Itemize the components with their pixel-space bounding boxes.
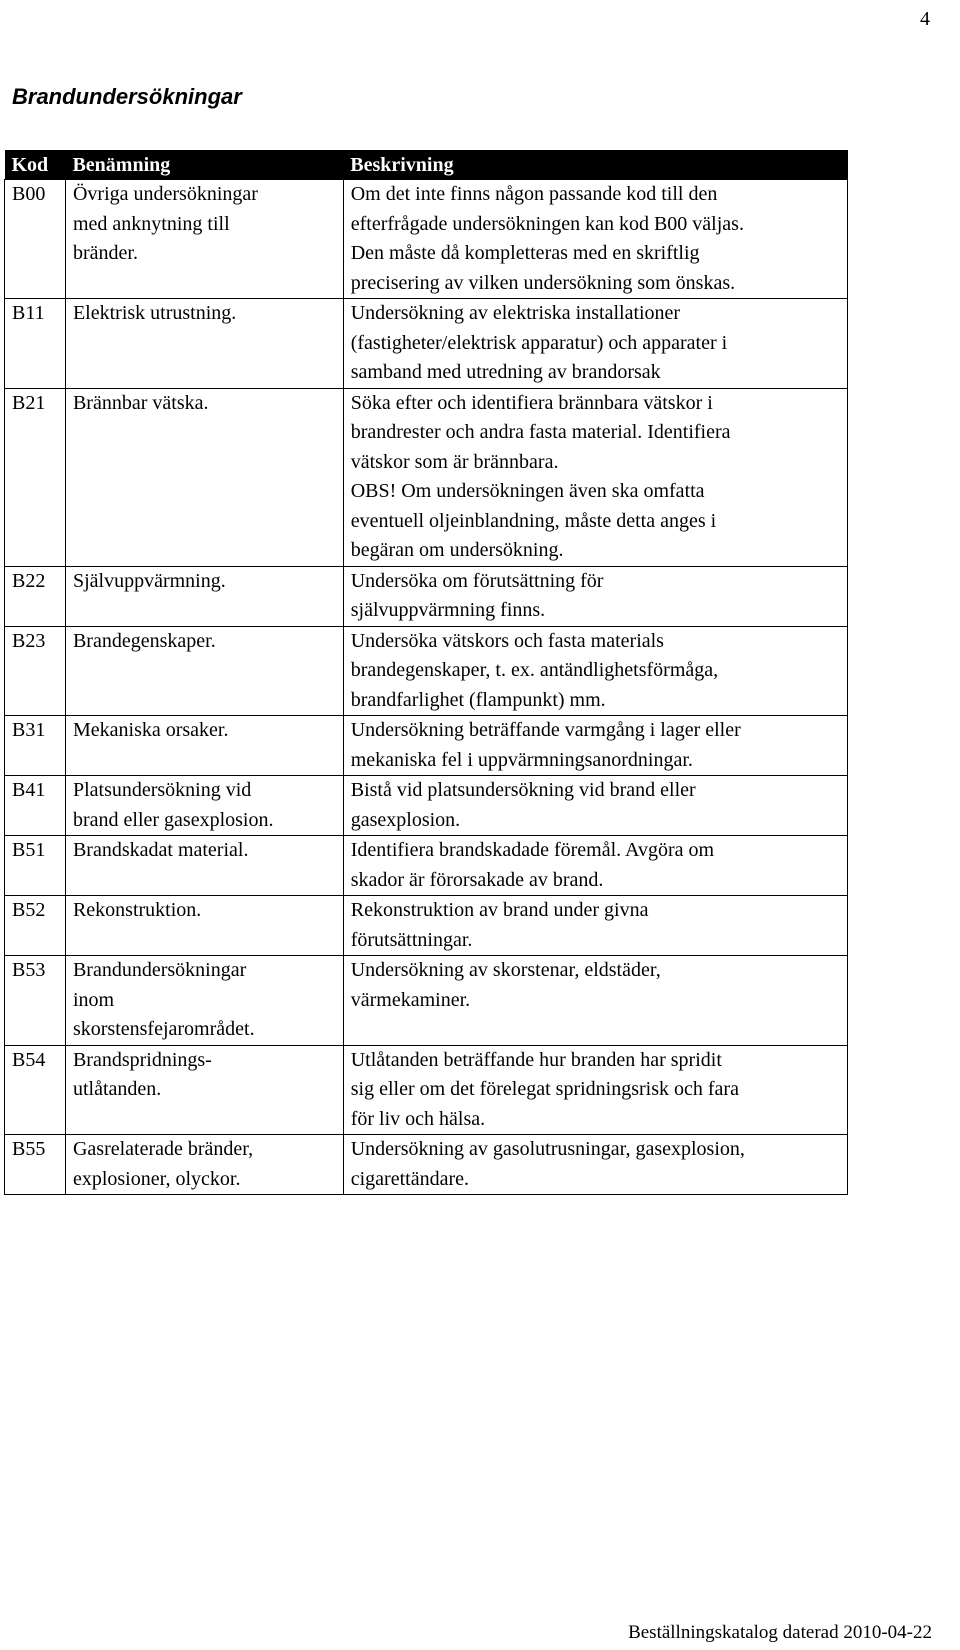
cell-benamning-line: utlåtanden. xyxy=(72,1078,162,1100)
cell-kod: B51 xyxy=(5,836,66,896)
table-row xyxy=(5,180,848,299)
cell-beskrivning-line: Undersökning av gasolutrusningar, gasexplosion, xyxy=(350,1138,745,1160)
cell-beskrivning-line: brandegenskaper, t. ex. antändlighetsförmåga, xyxy=(350,659,719,681)
table-row xyxy=(5,1135,848,1195)
cell-beskrivning-line: samband med utredning av brandorsak xyxy=(350,361,661,383)
table-row xyxy=(5,776,848,836)
cell-kod: B53 xyxy=(5,956,66,1046)
cell-beskrivning-line: Rekonstruktion av brand under givna xyxy=(350,899,649,921)
cell-beskrivning xyxy=(343,836,847,896)
cell-beskrivning-line: efterfrågade undersökningen kan kod B00 väljas. xyxy=(350,212,744,235)
cell-beskrivning-line: Undersökning beträffande varmgång i lager eller xyxy=(350,719,741,741)
cell-beskrivning-line: precisering av vilken undersökning som önskas. xyxy=(350,271,736,294)
cell-benamning-line: Självuppvärmning. xyxy=(72,569,226,592)
header-benamning: Benämning xyxy=(65,150,343,180)
table-row xyxy=(5,388,848,566)
cell-benamning-line: inom xyxy=(72,988,115,1011)
cell-benamning-line: skorstensfejarområdet. xyxy=(72,1018,255,1040)
cell-beskrivning xyxy=(343,299,847,389)
cell-benamning-line: Brännbar vätska. xyxy=(72,391,209,414)
cell-benamning-line: Brandundersökningar xyxy=(72,959,247,981)
cell-beskrivning xyxy=(343,716,847,776)
table-row xyxy=(5,896,848,956)
cell-benamning xyxy=(65,626,343,716)
cell-beskrivning-line: värmekaminer. xyxy=(350,988,471,1011)
cell-beskrivning-line: (fastigheter/elektrisk apparatur) och apparater i xyxy=(350,331,728,354)
header-beskrivning: Beskrivning xyxy=(343,150,847,180)
cell-benamning xyxy=(65,896,343,956)
cell-benamning xyxy=(65,566,343,626)
footer-catalog-date: Beställningskatalog daterad 2010-04-22 xyxy=(628,1622,932,1643)
cell-beskrivning xyxy=(343,566,847,626)
cell-benamning-line: Brandegenskaper. xyxy=(72,629,216,652)
cell-beskrivning-line: för liv och hälsa. xyxy=(350,1107,486,1130)
table-row xyxy=(5,626,848,716)
cell-benamning-line: med anknytning till xyxy=(72,212,230,235)
cell-benamning xyxy=(65,956,343,1046)
cell-beskrivning-line: Den måste då kompletteras med en skriftlig xyxy=(350,242,700,264)
cell-beskrivning-line: brandrester och andra fasta material. Identifiera xyxy=(350,421,731,443)
cell-benamning xyxy=(65,836,343,896)
cell-kod: B41 xyxy=(5,776,66,836)
cell-beskrivning xyxy=(343,626,847,716)
code-table xyxy=(4,150,848,1195)
cell-kod: B54 xyxy=(5,1045,66,1135)
cell-beskrivning-line: Om det inte finns någon passande kod till den xyxy=(350,183,718,205)
cell-beskrivning-line: Undersöka om förutsättning för xyxy=(350,569,604,592)
cell-benamning xyxy=(65,716,343,776)
cell-benamning-line: Övriga undersökningar xyxy=(72,183,258,205)
cell-benamning xyxy=(65,180,343,299)
cell-beskrivning xyxy=(343,1045,847,1135)
table-header-row xyxy=(5,150,848,180)
header-kod: Kod xyxy=(5,150,66,180)
table-row xyxy=(5,299,848,389)
cell-benamning-line: Brandskadat material. xyxy=(72,839,249,861)
cell-benamning-line: Elektrisk utrustning. xyxy=(72,302,237,324)
cell-beskrivning-line: cigarettändare. xyxy=(350,1167,469,1190)
cell-beskrivning-line: skador är förorsakade av brand. xyxy=(350,868,604,891)
cell-benamning-line: Gasrelaterade bränder, xyxy=(72,1138,254,1160)
page-number: 4 xyxy=(920,8,930,30)
cell-benamning xyxy=(65,776,343,836)
table-row xyxy=(5,836,848,896)
cell-benamning-line: bränder. xyxy=(72,242,138,264)
cell-kod: B21 xyxy=(5,388,66,566)
cell-beskrivning-line: begäran om undersökning. xyxy=(350,539,564,561)
cell-kod: B23 xyxy=(5,626,66,716)
cell-benamning xyxy=(65,299,343,389)
cell-beskrivning xyxy=(343,776,847,836)
cell-kod: B00 xyxy=(5,180,66,299)
cell-benamning-line: Platsundersökning vid xyxy=(72,779,252,801)
cell-beskrivning-line: gasexplosion. xyxy=(350,808,461,831)
cell-benamning-line: brand eller gasexplosion. xyxy=(72,808,274,831)
table-row xyxy=(5,566,848,626)
section-title: Brandundersökningar xyxy=(12,84,242,109)
cell-beskrivning xyxy=(343,956,847,1046)
cell-kod: B52 xyxy=(5,896,66,956)
cell-beskrivning-line: OBS! Om undersökningen även ska omfatta xyxy=(350,480,705,502)
cell-beskrivning-line: Undersökning av skorstenar, eldstäder, xyxy=(350,959,661,981)
cell-beskrivning xyxy=(343,1135,847,1195)
cell-beskrivning-line: eventuell oljeinblandning, måste detta anges i xyxy=(350,509,717,532)
cell-beskrivning-line: Utlåtanden beträffande hur branden har spridit xyxy=(350,1048,722,1071)
cell-beskrivning-line: självuppvärmning finns. xyxy=(350,599,546,621)
cell-benamning xyxy=(65,1045,343,1135)
cell-beskrivning-line: mekaniska fel i uppvärmningsanordningar. xyxy=(350,748,693,771)
table-row xyxy=(5,716,848,776)
cell-kod: B11 xyxy=(5,299,66,389)
cell-kod: B22 xyxy=(5,566,66,626)
table-body xyxy=(5,180,848,1195)
cell-beskrivning-line: brandfarlighet (flampunkt) mm. xyxy=(350,688,606,711)
cell-benamning-line: Mekaniska orsaker. xyxy=(72,719,229,741)
table-row xyxy=(5,956,848,1046)
cell-benamning-line: Brandspridnings- xyxy=(72,1048,212,1071)
cell-benamning xyxy=(65,388,343,566)
cell-beskrivning xyxy=(343,388,847,566)
cell-beskrivning-line: vätskor som är brännbara. xyxy=(350,450,559,473)
cell-beskrivning-line: Undersökning av elektriska installationer xyxy=(350,302,681,324)
cell-beskrivning xyxy=(343,896,847,956)
cell-kod: B55 xyxy=(5,1135,66,1195)
cell-beskrivning-line: Undersöka vätskors och fasta materials xyxy=(350,629,664,652)
cell-benamning xyxy=(65,1135,343,1195)
cell-benamning-line: Rekonstruktion. xyxy=(72,899,202,921)
cell-beskrivning-line: förutsättningar. xyxy=(350,928,473,951)
cell-beskrivning-line: sig eller om det förelegat spridningsrisk och fara xyxy=(350,1078,739,1100)
cell-kod: B31 xyxy=(5,716,66,776)
cell-beskrivning-line: Söka efter och identifiera brännbara vätskor i xyxy=(350,391,713,414)
cell-benamning-line: explosioner, olyckor. xyxy=(72,1167,241,1190)
table-row xyxy=(5,1045,848,1135)
cell-beskrivning xyxy=(343,180,847,299)
cell-beskrivning-line: Identifiera brandskadade föremål. Avgöra om xyxy=(350,839,715,861)
cell-beskrivning-line: Bistå vid platsundersökning vid brand eller xyxy=(350,779,696,801)
